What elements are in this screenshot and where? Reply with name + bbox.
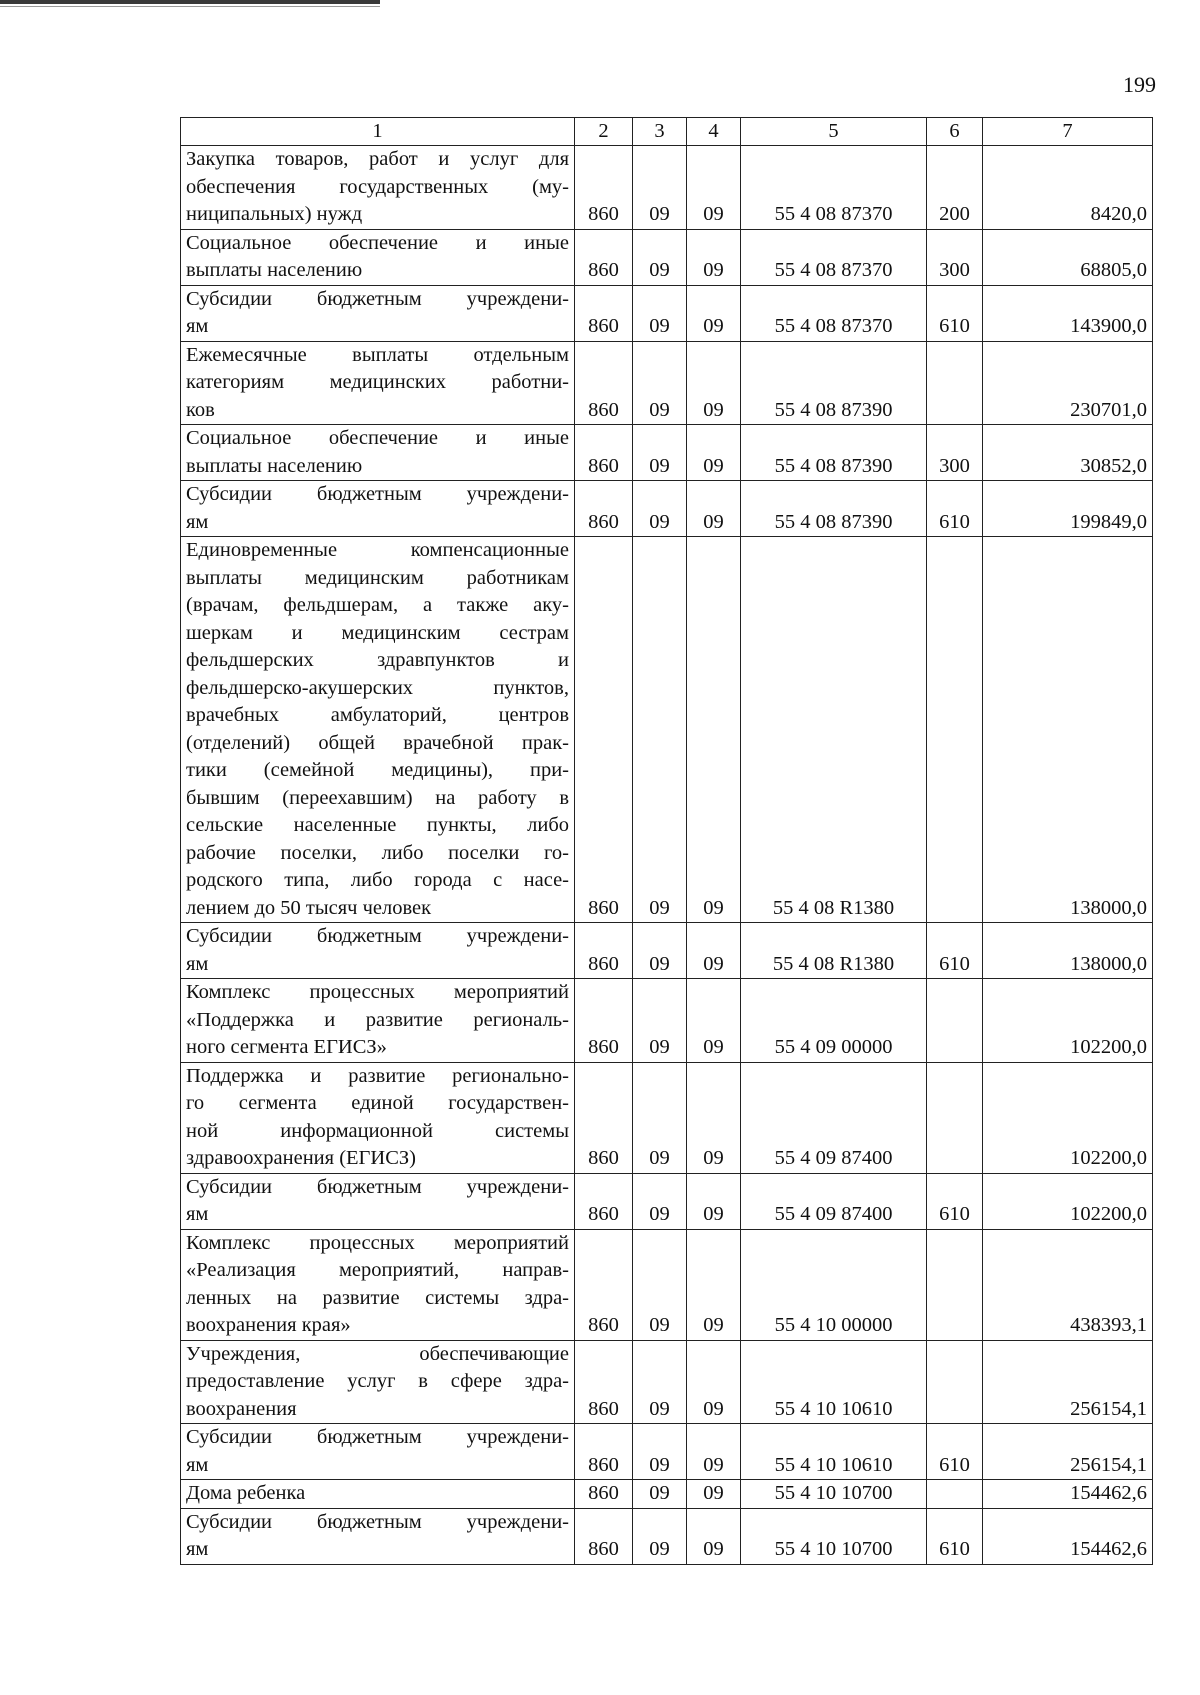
row-subsection-code: 09 [687, 1424, 741, 1480]
row-section-code: 09 [633, 146, 687, 230]
row-amount: 138000,0 [983, 537, 1153, 923]
header-col-3: 3 [633, 118, 687, 146]
row-subsection-code: 09 [687, 1229, 741, 1340]
row-name [181, 425, 575, 481]
row-subsection-code: 09 [687, 1062, 741, 1173]
row-amount: 68805,0 [983, 229, 1153, 285]
row-section-code: 09 [633, 229, 687, 285]
row-section-code: 09 [633, 1062, 687, 1173]
table-row [181, 1424, 1153, 1480]
page-number: 199 [1123, 72, 1156, 97]
row-name-line: Закупка товаров, работ и услуг для [186, 148, 569, 170]
row-amount: 154462,6 [983, 1508, 1153, 1564]
row-name [181, 1508, 575, 1564]
row-subsection-code: 09 [687, 1340, 741, 1424]
header-col-2: 2 [575, 118, 633, 146]
row-name-line: Учреждения, обеспечивающие [186, 1342, 569, 1365]
row-name-line: бывшим (переехавшим) на работу в [186, 786, 569, 809]
row-expense-type: 610 [927, 481, 983, 537]
row-name-line: тики (семейной медицины), при- [186, 759, 569, 781]
row-subsection-code: 09 [687, 537, 741, 923]
table-row [181, 1062, 1153, 1173]
row-name-line: Субсидии бюджетным учреждени- [186, 287, 569, 310]
row-expense-type: 610 [927, 923, 983, 979]
table-body [181, 146, 1153, 1565]
row-section-code: 09 [633, 481, 687, 537]
row-amount: 102200,0 [983, 1173, 1153, 1229]
row-department-code: 860 [575, 1480, 633, 1509]
row-department-code: 860 [575, 481, 633, 537]
row-amount: 8420,0 [983, 146, 1153, 230]
table-row [181, 979, 1153, 1063]
row-name [181, 923, 575, 979]
row-name-line: Субсидии бюджетным учреждени- [186, 1175, 569, 1198]
row-expense-type: 300 [927, 425, 983, 481]
table-row [181, 285, 1153, 341]
row-department-code: 860 [575, 285, 633, 341]
row-amount: 256154,1 [983, 1424, 1153, 1480]
row-department-code: 860 [575, 537, 633, 923]
row-amount: 30852,0 [983, 425, 1153, 481]
row-subsection-code: 09 [687, 481, 741, 537]
row-name-line: ям [186, 510, 209, 533]
table-row [181, 537, 1153, 923]
table-row [181, 1480, 1153, 1509]
row-name-line: Ежемесячные выплаты отдельным [186, 343, 569, 366]
table-row [181, 146, 1153, 230]
row-name-line: выплаты населению [186, 454, 363, 477]
table-row [181, 923, 1153, 979]
row-name-line: «Реализация мероприятий, направ- [186, 1259, 569, 1281]
scan-top-rule [0, 0, 380, 4]
header-col-5: 5 [741, 118, 927, 146]
row-section-code: 09 [633, 979, 687, 1063]
row-target-article: 55 4 08 87390 [741, 425, 927, 481]
row-name [181, 1340, 575, 1424]
row-name-line: рабочие поселки, либо поселки го- [186, 841, 569, 864]
row-department-code: 860 [575, 1173, 633, 1229]
row-amount: 102200,0 [983, 1062, 1153, 1173]
row-section-code: 09 [633, 1229, 687, 1340]
row-subsection-code: 09 [687, 979, 741, 1063]
row-name-line: воохранения края» [186, 1314, 351, 1336]
row-expense-type [927, 537, 983, 923]
row-name-line: Субсидии бюджетным учреждени- [186, 1510, 569, 1533]
row-name-line: Субсидии бюджетным учреждени- [186, 1426, 569, 1448]
row-name-line: Поддержка и развитие регионально- [186, 1064, 569, 1087]
row-name-line: ной информационной системы [186, 1119, 569, 1142]
header-col-6: 6 [927, 118, 983, 146]
row-section-code: 09 [633, 1424, 687, 1480]
row-name [181, 979, 575, 1063]
row-amount: 438393,1 [983, 1229, 1153, 1340]
row-name-line: ков [186, 398, 215, 421]
row-name-line: Субсидии бюджетным учреждени- [186, 925, 569, 947]
header-col-7: 7 [983, 118, 1153, 146]
row-name-line: категориям медицинских работни- [186, 371, 569, 393]
row-expense-type: 610 [927, 1173, 983, 1229]
row-department-code: 860 [575, 425, 633, 481]
row-name-line: выплаты медицинским работникам [186, 566, 569, 589]
header-row [181, 118, 1153, 146]
row-subsection-code: 09 [687, 285, 741, 341]
row-name-line: фельдшерско-акушерских пунктов, [186, 676, 569, 699]
row-expense-type: 610 [927, 1424, 983, 1480]
row-target-article: 55 4 09 00000 [741, 979, 927, 1063]
row-expense-type [927, 1480, 983, 1509]
row-name-line: выплаты населению [186, 259, 363, 281]
row-name-line: Социальное обеспечение и иные [186, 231, 569, 254]
row-name [181, 229, 575, 285]
row-expense-type: 610 [927, 285, 983, 341]
row-subsection-code: 09 [687, 341, 741, 425]
row-name-line: го сегмента единой государствен- [186, 1092, 569, 1114]
row-name-line: ям [186, 1203, 209, 1225]
row-target-article: 55 4 08 87390 [741, 481, 927, 537]
row-name-line: Социальное обеспечение и иные [186, 427, 569, 449]
row-subsection-code: 09 [687, 923, 741, 979]
row-name [181, 1062, 575, 1173]
row-name-line: ям [186, 1453, 209, 1476]
row-name-line: шеркам и медицинским сестрам [186, 621, 569, 644]
row-target-article: 55 4 08 87370 [741, 229, 927, 285]
row-department-code: 860 [575, 1424, 633, 1480]
row-name [181, 146, 575, 230]
row-target-article: 55 4 08 R1380 [741, 537, 927, 923]
row-department-code: 860 [575, 1340, 633, 1424]
header-col-4: 4 [687, 118, 741, 146]
row-expense-type [927, 341, 983, 425]
row-name [181, 285, 575, 341]
row-name-line: ниципальных) нужд [186, 203, 363, 225]
row-amount: 199849,0 [983, 481, 1153, 537]
row-target-article: 55 4 10 10700 [741, 1480, 927, 1509]
row-name-line: (отделений) общей врачебной прак- [186, 731, 569, 754]
row-amount: 154462,6 [983, 1480, 1153, 1509]
row-amount: 256154,1 [983, 1340, 1153, 1424]
row-department-code: 860 [575, 923, 633, 979]
row-target-article: 55 4 08 87370 [741, 146, 927, 230]
row-name-line: ного сегмента ЕГИСЗ» [186, 1036, 387, 1058]
row-target-article: 55 4 09 87400 [741, 1173, 927, 1229]
row-department-code: 860 [575, 1062, 633, 1173]
row-name-line: ям [186, 952, 209, 975]
row-department-code: 860 [575, 1508, 633, 1564]
row-department-code: 860 [575, 1229, 633, 1340]
row-amount: 143900,0 [983, 285, 1153, 341]
row-name [181, 1424, 575, 1480]
table-row [181, 1173, 1153, 1229]
row-amount: 138000,0 [983, 923, 1153, 979]
row-name-line: лением до 50 тысяч человек [186, 896, 432, 919]
row-target-article: 55 4 10 10610 [741, 1424, 927, 1480]
row-name-line: ям [186, 1538, 209, 1560]
row-name [181, 1173, 575, 1229]
row-name-line: «Поддержка и развитие региональ- [186, 1008, 569, 1031]
row-name-line: сельские населенные пункты, либо [186, 814, 569, 836]
row-name-line: Единовременные компенсационные [186, 539, 569, 561]
row-name [181, 1480, 575, 1509]
row-expense-type [927, 1340, 983, 1424]
row-name-line: воохранения [186, 1397, 297, 1420]
row-name [181, 481, 575, 537]
row-target-article: 55 4 10 00000 [741, 1229, 927, 1340]
row-section-code: 09 [633, 1340, 687, 1424]
row-subsection-code: 09 [687, 425, 741, 481]
scan-top-rule-thin [0, 6, 380, 7]
row-section-code: 09 [633, 1480, 687, 1509]
row-subsection-code: 09 [687, 1173, 741, 1229]
row-name-line: предоставление услуг в сфере здра- [186, 1370, 569, 1392]
row-amount: 102200,0 [983, 979, 1153, 1063]
header-col-1: 1 [181, 118, 575, 146]
row-section-code: 09 [633, 923, 687, 979]
row-name-line: Дома ребенка [186, 1482, 306, 1504]
row-subsection-code: 09 [687, 146, 741, 230]
row-department-code: 860 [575, 341, 633, 425]
row-expense-type: 610 [927, 1508, 983, 1564]
row-name-line: здравоохранения (ЕГИСЗ) [186, 1147, 416, 1169]
row-name-line: Комплекс процессных мероприятий [186, 981, 569, 1003]
row-name [181, 1229, 575, 1340]
row-target-article: 55 4 10 10610 [741, 1340, 927, 1424]
table-row [181, 1229, 1153, 1340]
row-subsection-code: 09 [687, 229, 741, 285]
budget-table [180, 117, 1153, 1565]
row-name-line: обеспечения государственных (му- [186, 175, 569, 198]
row-name-line: Субсидии бюджетным учреждени- [186, 483, 569, 505]
row-subsection-code: 09 [687, 1480, 741, 1509]
row-target-article: 55 4 08 R1380 [741, 923, 927, 979]
row-department-code: 860 [575, 146, 633, 230]
row-amount: 230701,0 [983, 341, 1153, 425]
row-name [181, 341, 575, 425]
table-row [181, 1340, 1153, 1424]
row-target-article: 55 4 09 87400 [741, 1062, 927, 1173]
row-name-line: врачебных амбулаторий, центров [186, 704, 569, 726]
row-department-code: 860 [575, 229, 633, 285]
row-name-line: Комплекс процессных мероприятий [186, 1231, 569, 1254]
row-department-code: 860 [575, 979, 633, 1063]
table-row [181, 481, 1153, 537]
row-expense-type: 200 [927, 146, 983, 230]
row-section-code: 09 [633, 425, 687, 481]
row-target-article: 55 4 10 10700 [741, 1508, 927, 1564]
row-section-code: 09 [633, 537, 687, 923]
row-section-code: 09 [633, 341, 687, 425]
row-name-line: ям [186, 315, 209, 337]
table-row [181, 1508, 1153, 1564]
table-row [181, 341, 1153, 425]
row-name-line: (врачам, фельдшерам, а также аку- [186, 594, 569, 616]
row-section-code: 09 [633, 285, 687, 341]
row-name [181, 537, 575, 923]
row-name-line: фельдшерских здравпунктов и [186, 649, 569, 671]
row-name-line: ленных на развитие системы здра- [186, 1286, 569, 1309]
row-expense-type [927, 979, 983, 1063]
row-target-article: 55 4 08 87390 [741, 341, 927, 425]
row-subsection-code: 09 [687, 1508, 741, 1564]
table-row [181, 425, 1153, 481]
row-name-line: родского типа, либо города с насе- [186, 869, 569, 891]
row-expense-type: 300 [927, 229, 983, 285]
row-section-code: 09 [633, 1508, 687, 1564]
row-expense-type [927, 1062, 983, 1173]
row-expense-type [927, 1229, 983, 1340]
table-row [181, 229, 1153, 285]
row-section-code: 09 [633, 1173, 687, 1229]
row-target-article: 55 4 08 87370 [741, 285, 927, 341]
